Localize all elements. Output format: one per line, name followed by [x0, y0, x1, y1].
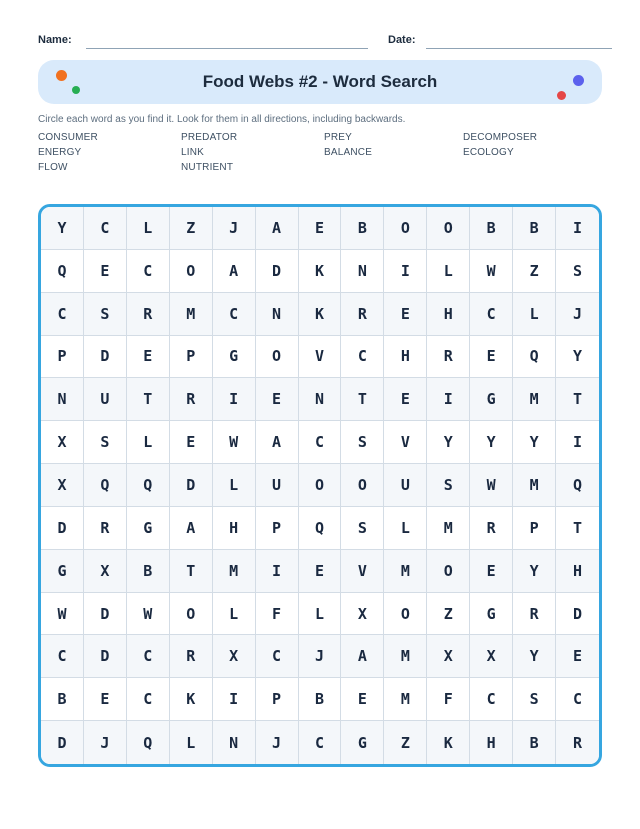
- grid-cell[interactable]: V: [299, 336, 342, 378]
- grid-cell[interactable]: A: [256, 207, 299, 249]
- grid-cell[interactable]: E: [84, 250, 127, 292]
- word-list-item: PREDATOR: [181, 132, 238, 143]
- grid-cell[interactable]: D: [256, 250, 299, 292]
- grid-cell[interactable]: O: [384, 207, 427, 249]
- grid-row: [41, 593, 599, 636]
- grid-cell[interactable]: D: [84, 635, 127, 677]
- grid-cell[interactable]: B: [341, 207, 384, 249]
- word-search-grid: [38, 204, 602, 767]
- grid-cell[interactable]: U: [384, 464, 427, 506]
- grid-cell[interactable]: H: [384, 336, 427, 378]
- grid-cell[interactable]: I: [384, 250, 427, 292]
- grid-cell[interactable]: L: [127, 421, 170, 463]
- grid-cell[interactable]: Z: [513, 250, 556, 292]
- grid-cell[interactable]: W: [41, 593, 84, 635]
- grid-cell[interactable]: N: [213, 721, 256, 764]
- grid-cell[interactable]: N: [341, 250, 384, 292]
- grid-cell[interactable]: P: [256, 507, 299, 549]
- grid-cell[interactable]: H: [470, 721, 513, 764]
- grid-row: [41, 464, 599, 507]
- grid-cell[interactable]: K: [299, 293, 342, 335]
- grid-row: [41, 550, 599, 593]
- grid-cell[interactable]: Q: [41, 250, 84, 292]
- grid-cell[interactable]: E: [84, 678, 127, 720]
- grid-cell[interactable]: C: [299, 721, 342, 764]
- grid-cell[interactable]: X: [41, 421, 84, 463]
- grid-cell[interactable]: M: [513, 464, 556, 506]
- grid-cell[interactable]: S: [341, 421, 384, 463]
- grid-cell[interactable]: R: [170, 635, 213, 677]
- grid-row: [41, 678, 599, 721]
- grid-cell[interactable]: K: [299, 250, 342, 292]
- grid-cell[interactable]: U: [84, 378, 127, 420]
- word-list-column-2: [181, 130, 324, 176]
- grid-cell[interactable]: C: [41, 293, 84, 335]
- grid-cell[interactable]: A: [341, 635, 384, 677]
- grid-cell[interactable]: L: [213, 593, 256, 635]
- grid-cell[interactable]: G: [341, 721, 384, 764]
- grid-cell[interactable]: X: [213, 635, 256, 677]
- grid-cell[interactable]: I: [213, 378, 256, 420]
- grid-cell[interactable]: R: [470, 507, 513, 549]
- grid-cell[interactable]: R: [513, 593, 556, 635]
- grid-cell[interactable]: C: [299, 421, 342, 463]
- grid-cell[interactable]: G: [470, 593, 513, 635]
- grid-row: [41, 336, 599, 379]
- grid-cell[interactable]: W: [213, 421, 256, 463]
- grid-cell[interactable]: P: [170, 336, 213, 378]
- grid-cell[interactable]: I: [427, 378, 470, 420]
- grid-cell[interactable]: O: [427, 550, 470, 592]
- grid-cell[interactable]: L: [213, 464, 256, 506]
- grid-cell[interactable]: H: [213, 507, 256, 549]
- grid-cell[interactable]: O: [384, 593, 427, 635]
- grid-cell[interactable]: E: [470, 550, 513, 592]
- word-list-item: BALANCE: [324, 147, 373, 159]
- grid-cell[interactable]: R: [427, 336, 470, 378]
- grid-cell[interactable]: D: [41, 721, 84, 764]
- grid-cell[interactable]: B: [513, 721, 556, 764]
- grid-cell[interactable]: D: [170, 464, 213, 506]
- grid-cell[interactable]: Y: [573, 347, 583, 366]
- grid-cell[interactable]: O: [170, 250, 213, 292]
- grid-cell[interactable]: Q: [299, 507, 342, 549]
- grid-cell[interactable]: D: [84, 336, 127, 378]
- grid-cell[interactable]: I: [573, 433, 583, 452]
- grid-cell[interactable]: M: [384, 550, 427, 592]
- grid-cell[interactable]: S: [573, 261, 583, 280]
- grid-cell[interactable]: G: [470, 378, 513, 420]
- grid-cell[interactable]: P: [41, 336, 84, 378]
- grid-cell[interactable]: E: [384, 293, 427, 335]
- grid-cell[interactable]: A: [213, 250, 256, 292]
- grid-cell[interactable]: F: [256, 593, 299, 635]
- grid-cell[interactable]: C: [470, 678, 513, 720]
- grid-cell[interactable]: F: [427, 678, 470, 720]
- grid-cell[interactable]: L: [170, 721, 213, 764]
- grid-cell[interactable]: H: [573, 561, 583, 580]
- grid-cell[interactable]: O: [299, 464, 342, 506]
- grid-cell[interactable]: Q: [127, 464, 170, 506]
- grid-cell[interactable]: M: [513, 378, 556, 420]
- grid-cell[interactable]: Y: [513, 421, 556, 463]
- grid-cell[interactable]: E: [256, 378, 299, 420]
- grid-cell[interactable]: C: [41, 635, 84, 677]
- grid-row: [41, 293, 599, 336]
- grid-cell[interactable]: O: [341, 464, 384, 506]
- grid-cell[interactable]: J: [299, 635, 342, 677]
- grid-cell[interactable]: K: [427, 721, 470, 764]
- grid-cell[interactable]: E: [299, 207, 342, 249]
- grid-cell[interactable]: M: [427, 507, 470, 549]
- grid-cell[interactable]: X: [84, 550, 127, 592]
- word-list-item: LINK: [181, 147, 205, 159]
- grid-row: [41, 421, 599, 464]
- word-list: [38, 130, 602, 176]
- grid-cell[interactable]: T: [341, 378, 384, 420]
- grid-cell[interactable]: Y: [41, 207, 84, 249]
- word-list-item: PREY: [324, 132, 353, 143]
- grid-cell[interactable]: G: [213, 336, 256, 378]
- grid-cell[interactable]: M: [170, 293, 213, 335]
- grid-cell[interactable]: Q: [84, 464, 127, 506]
- grid-row: [41, 635, 599, 678]
- grid-cell[interactable]: P: [256, 678, 299, 720]
- grid-cell[interactable]: X: [427, 635, 470, 677]
- grid-cell[interactable]: B: [470, 207, 513, 249]
- grid-cell[interactable]: C: [256, 635, 299, 677]
- grid-cell[interactable]: E: [384, 378, 427, 420]
- word-list-item: NUTRIENT: [181, 162, 234, 174]
- grid-cell[interactable]: V: [341, 550, 384, 592]
- grid-cell[interactable]: R: [341, 293, 384, 335]
- grid-cell[interactable]: L: [513, 293, 556, 335]
- grid-cell[interactable]: M: [384, 678, 427, 720]
- grid-cell[interactable]: C: [213, 293, 256, 335]
- grid-cell[interactable]: D: [573, 604, 583, 623]
- grid-cell[interactable]: J: [213, 207, 256, 249]
- grid-cell[interactable]: X: [470, 635, 513, 677]
- grid-cell[interactable]: C: [127, 635, 170, 677]
- word-list-column-1: [38, 130, 181, 176]
- grid-cell[interactable]: W: [470, 464, 513, 506]
- grid-cell[interactable]: M: [213, 550, 256, 592]
- grid-cell[interactable]: N: [41, 378, 84, 420]
- grid-cell[interactable]: H: [427, 293, 470, 335]
- grid-cell[interactable]: L: [299, 593, 342, 635]
- grid-cell[interactable]: S: [427, 464, 470, 506]
- grid-cell[interactable]: Y: [470, 421, 513, 463]
- grid-row: [41, 378, 599, 421]
- grid-cell[interactable]: N: [299, 378, 342, 420]
- grid-cell[interactable]: I: [573, 218, 583, 237]
- name-date-row: [38, 33, 612, 51]
- grid-cell[interactable]: S: [84, 421, 127, 463]
- grid-cell[interactable]: E: [341, 678, 384, 720]
- grid-cell[interactable]: X: [341, 593, 384, 635]
- grid-cell[interactable]: J: [573, 304, 583, 323]
- grid-cell[interactable]: D: [41, 507, 84, 549]
- instructions-text: Circle each word as you find it. Look for them in all directions, including backwards.: [38, 114, 406, 125]
- word-list-item: DECOMPOSER: [463, 132, 538, 143]
- grid-cell[interactable]: I: [256, 550, 299, 592]
- grid-cell[interactable]: X: [41, 464, 84, 506]
- grid-cell[interactable]: L: [127, 207, 170, 249]
- word-list-item: CONSUMER: [38, 132, 98, 143]
- grid-cell[interactable]: U: [256, 464, 299, 506]
- grid-cell[interactable]: E: [470, 336, 513, 378]
- grid-cell[interactable]: Y: [513, 635, 556, 677]
- grid-cell[interactable]: E: [170, 421, 213, 463]
- grid-cell[interactable]: G: [127, 507, 170, 549]
- grid-cell[interactable]: C: [127, 250, 170, 292]
- grid-cell[interactable]: Q: [127, 721, 170, 764]
- grid-cell[interactable]: T: [573, 390, 583, 409]
- grid-cell[interactable]: L: [427, 250, 470, 292]
- grid-cell[interactable]: Z: [170, 207, 213, 249]
- grid-cell[interactable]: Z: [427, 593, 470, 635]
- grid-cell[interactable]: G: [41, 550, 84, 592]
- word-list-column-4: [463, 130, 602, 176]
- word-list-item: FLOW: [38, 162, 68, 174]
- grid-cell[interactable]: J: [256, 721, 299, 764]
- grid-cell[interactable]: W: [470, 250, 513, 292]
- grid-cell[interactable]: O: [256, 336, 299, 378]
- grid-cell[interactable]: J: [84, 721, 127, 764]
- grid-cell[interactable]: S: [513, 678, 556, 720]
- grid-row: [41, 250, 599, 293]
- date-label: Date:: [388, 34, 416, 46]
- word-list-item: ECOLOGY: [463, 147, 514, 159]
- grid-cell[interactable]: S: [84, 293, 127, 335]
- grid-cell[interactable]: B: [127, 550, 170, 592]
- grid-cell[interactable]: B: [299, 678, 342, 720]
- grid-cell[interactable]: P: [513, 507, 556, 549]
- grid-cell[interactable]: A: [256, 421, 299, 463]
- grid-cell[interactable]: O: [170, 593, 213, 635]
- grid-row: [41, 207, 599, 250]
- grid-cell[interactable]: Q: [573, 475, 583, 494]
- grid-cell[interactable]: Q: [513, 336, 556, 378]
- grid-row: [41, 721, 599, 764]
- grid-cell[interactable]: Y: [513, 550, 556, 592]
- word-list-column-3: [324, 130, 463, 176]
- grid-cell[interactable]: C: [470, 293, 513, 335]
- page-title: Food Webs #2 - Word Search: [202, 72, 438, 91]
- grid-cell[interactable]: C: [573, 690, 583, 709]
- date-input-line[interactable]: [426, 48, 612, 49]
- grid-cell[interactable]: I: [213, 678, 256, 720]
- grid-cell[interactable]: S: [341, 507, 384, 549]
- name-input-line[interactable]: [86, 48, 368, 49]
- grid-cell[interactable]: Z: [384, 721, 427, 764]
- grid-cell[interactable]: E: [299, 550, 342, 592]
- grid-cell[interactable]: V: [384, 421, 427, 463]
- grid-cell[interactable]: M: [384, 635, 427, 677]
- grid-cell[interactable]: T: [170, 550, 213, 592]
- grid-cell[interactable]: W: [127, 593, 170, 635]
- grid-cell[interactable]: R: [170, 378, 213, 420]
- grid-cell[interactable]: T: [127, 378, 170, 420]
- word-list-item: ENERGY: [38, 147, 82, 159]
- grid-cell[interactable]: O: [427, 207, 470, 249]
- grid-cell[interactable]: T: [573, 518, 583, 537]
- grid-cell[interactable]: E: [127, 336, 170, 378]
- grid-cell[interactable]: D: [84, 593, 127, 635]
- grid-cell[interactable]: K: [170, 678, 213, 720]
- grid-cell[interactable]: C: [341, 336, 384, 378]
- grid-cell[interactable]: C: [84, 207, 127, 249]
- grid-cell[interactable]: R: [84, 507, 127, 549]
- name-label: Name:: [38, 34, 72, 46]
- grid-cell[interactable]: Y: [427, 421, 470, 463]
- grid-cell[interactable]: A: [170, 507, 213, 549]
- grid-cell[interactable]: N: [256, 293, 299, 335]
- grid-cell[interactable]: B: [513, 207, 556, 249]
- grid-cell[interactable]: R: [127, 293, 170, 335]
- grid-row: [41, 507, 599, 550]
- grid-cell[interactable]: C: [127, 678, 170, 720]
- grid-cell[interactable]: R: [573, 733, 583, 752]
- grid-cell[interactable]: E: [573, 647, 583, 666]
- grid-cell[interactable]: B: [41, 678, 84, 720]
- title-banner: [38, 60, 602, 104]
- grid-cell[interactable]: L: [384, 507, 427, 549]
